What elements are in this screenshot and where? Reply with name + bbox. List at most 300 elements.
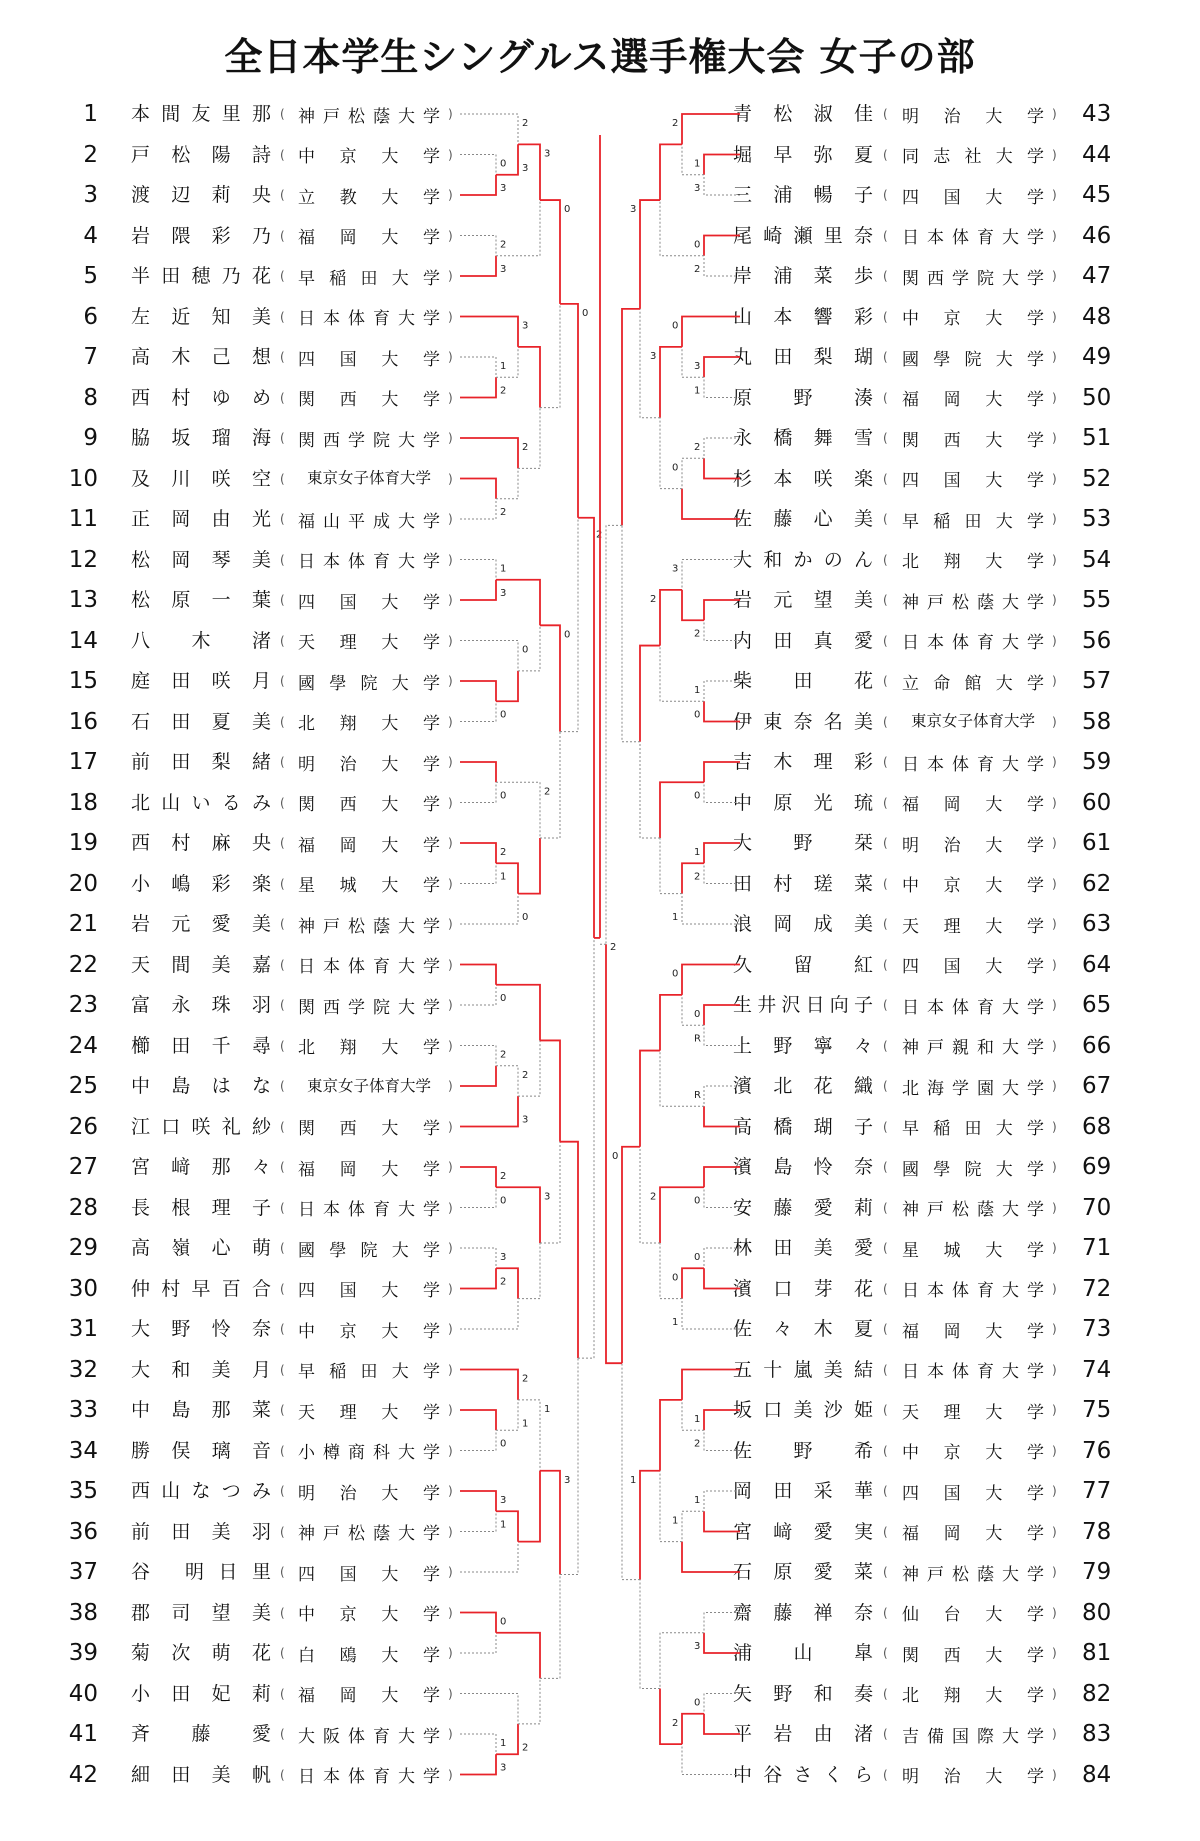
player-name: 小田妃莉 <box>131 1682 271 1705</box>
match-score: 0 <box>500 993 507 1004</box>
seed-number: 57 <box>1082 668 1112 694</box>
paren-open: ( <box>280 512 285 526</box>
player-name: 杉本咲楽 <box>733 467 873 490</box>
paren-open: ( <box>883 755 888 769</box>
paren-close: ) <box>448 431 453 445</box>
seed-number: 34 <box>68 1437 98 1464</box>
match-score: 3 <box>544 148 551 160</box>
paren-close: ) <box>1052 1524 1057 1539</box>
seed-number: 77 <box>1082 1478 1112 1504</box>
school-text: 神戸親和大学 <box>902 1038 1044 1058</box>
match-score: 3 <box>694 183 701 194</box>
paren-open: ( <box>883 1119 888 1134</box>
paren-close: ) <box>1052 1686 1057 1701</box>
seed-number: 72 <box>1082 1275 1112 1302</box>
paren-open: ( <box>883 674 888 688</box>
paren-close: ) <box>1052 1362 1057 1377</box>
match-score: 2 <box>694 628 701 640</box>
paren-open: ( <box>280 1605 285 1620</box>
paren-open: ( <box>280 633 285 648</box>
player-name: 生井沢日向子 <box>733 994 873 1016</box>
seed-number: 3 <box>83 182 98 208</box>
bracket-line <box>640 1471 660 1580</box>
seed-number: 63 <box>1082 911 1112 937</box>
player-name: 中島那菜 <box>131 1399 271 1421</box>
player-name: 斉 藤 愛 <box>131 1723 271 1745</box>
paren-open: ( <box>883 1565 888 1579</box>
match-score: 2 <box>694 442 701 453</box>
seed-number: 4 <box>83 222 98 249</box>
seed-number: 33 <box>68 1397 98 1423</box>
seed-number: 26 <box>68 1113 98 1140</box>
match-score: 2 <box>522 118 529 129</box>
bracket-line <box>704 762 740 782</box>
bracket-line <box>622 1363 640 1579</box>
match-score: 2 <box>522 1069 529 1081</box>
bracket-line <box>704 1633 740 1653</box>
match-score: 1 <box>544 1403 551 1415</box>
paren-close: ) <box>448 512 453 526</box>
player-name: 上野寧々 <box>733 1034 873 1057</box>
seed-number: 65 <box>1082 992 1112 1018</box>
bracket-line <box>496 1633 540 1679</box>
seed-number: 74 <box>1082 1356 1112 1383</box>
match-score: 3 <box>694 1641 701 1652</box>
school-text: 日本体育大学 <box>298 1767 440 1787</box>
school-text: 國學院大学 <box>298 673 440 694</box>
seed-number: 9 <box>83 425 98 451</box>
seed-number: 37 <box>68 1559 98 1585</box>
paren-open: ( <box>280 1038 285 1053</box>
paren-open: ( <box>280 147 285 162</box>
player-name: 左近知美 <box>131 305 271 328</box>
bracket-line <box>704 458 740 478</box>
match-score: 2 <box>500 1171 507 1182</box>
paren-open: ( <box>883 350 888 364</box>
bracket-line <box>560 518 578 732</box>
bracket-line <box>518 1400 540 1471</box>
player-name: 山本響彩 <box>733 305 873 328</box>
seed-number: 60 <box>1082 789 1112 816</box>
match-score: 0 <box>672 320 679 332</box>
paren-close: ) <box>448 957 453 972</box>
paren-open: ( <box>280 1686 285 1701</box>
seed-number: 70 <box>1082 1194 1112 1221</box>
seed-number: 59 <box>1082 749 1112 775</box>
seed-number: 47 <box>1082 263 1112 289</box>
bracket-line <box>460 1633 496 1653</box>
player-name: 高嶺心萌 <box>131 1237 271 1259</box>
school-text: 四国大学 <box>298 1281 440 1301</box>
match-score: 2 <box>500 1276 507 1288</box>
school-text: 明治大学 <box>902 1767 1044 1787</box>
paren-close: ) <box>448 674 453 688</box>
seed-number: 11 <box>68 506 98 532</box>
bracket-line <box>460 175 496 195</box>
seed-number: 62 <box>1082 870 1112 897</box>
paren-close: ) <box>1052 674 1057 688</box>
school-text: 四国大学 <box>298 592 440 613</box>
school-text: 中京大学 <box>902 1443 1044 1463</box>
paren-close: ) <box>1052 1281 1057 1296</box>
seed-number: 40 <box>68 1680 98 1707</box>
paren-open: ( <box>280 1565 285 1579</box>
match-score: R <box>694 1090 701 1101</box>
bracket-line <box>518 1040 540 1096</box>
paren-open: ( <box>280 269 285 283</box>
bracket-line <box>460 1187 496 1207</box>
player-name: 久 留 紅 <box>733 953 873 976</box>
seed-number: 67 <box>1082 1073 1112 1099</box>
player-name: 岩隈彩乃 <box>131 224 271 247</box>
paren-close: ) <box>1052 431 1057 445</box>
player-name: 櫛田千尋 <box>131 1034 271 1057</box>
school-text: 日本体育大学 <box>298 957 440 977</box>
player-name: 尾崎瀬里奈 <box>733 224 873 247</box>
school-text: 明治大学 <box>902 835 1044 856</box>
bracket-line <box>540 1040 560 1141</box>
match-score: 1 <box>694 685 701 696</box>
paren-close: ) <box>448 795 453 810</box>
paren-close: ) <box>1052 1119 1057 1134</box>
seed-number: 45 <box>1082 182 1112 208</box>
match-score: 0 <box>500 709 507 721</box>
paren-open: ( <box>280 431 285 445</box>
paren-close: ) <box>1052 1200 1057 1215</box>
match-score: 0 <box>500 1195 507 1207</box>
paren-open: ( <box>883 1646 888 1660</box>
paren-open: ( <box>280 1362 285 1377</box>
match-score: 1 <box>694 1495 701 1506</box>
school-text: 四国大学 <box>902 957 1044 977</box>
school-text: 中京大学 <box>902 309 1044 329</box>
bracket-line <box>640 200 660 309</box>
match-score: 3 <box>500 1762 507 1774</box>
match-score: 1 <box>672 1515 679 1527</box>
seed-number: 79 <box>1082 1559 1112 1585</box>
school-text: 天理大学 <box>902 1402 1044 1423</box>
match-score: 0 <box>694 790 701 802</box>
bracket-line <box>660 1400 682 1471</box>
bracket-line <box>682 965 740 995</box>
player-name: 吉木理彩 <box>733 751 873 773</box>
paren-close: ) <box>1052 1038 1057 1053</box>
school-text: 福岡大学 <box>298 1686 440 1706</box>
paren-close: ) <box>1052 350 1057 364</box>
player-name: 濱口芽花 <box>733 1277 873 1300</box>
paren-close: ) <box>448 1403 453 1417</box>
player-name: 齋藤禅奈 <box>733 1601 873 1624</box>
school-text: 福山平成大学 <box>298 511 440 532</box>
paren-open: ( <box>280 1727 285 1741</box>
seed-number: 42 <box>68 1761 98 1788</box>
bracket-line <box>704 256 740 276</box>
player-name: 石田夏美 <box>131 710 271 733</box>
paren-close: ) <box>448 1079 453 1093</box>
match-score: 0 <box>672 968 679 980</box>
paren-close: ) <box>1052 1322 1057 1336</box>
seed-number: 58 <box>1082 708 1112 735</box>
paren-close: ) <box>448 390 453 405</box>
bracket-line <box>460 1613 496 1633</box>
player-name: 大和美月 <box>131 1358 271 1381</box>
paren-open: ( <box>280 1322 285 1336</box>
paren-close: ) <box>1052 1565 1057 1579</box>
school-text: 関西大学 <box>298 795 440 815</box>
school-text: 北翔大学 <box>298 714 440 734</box>
school-text: 関西大学 <box>902 1645 1044 1666</box>
player-name: 松原一葉 <box>131 589 271 611</box>
paren-close: ) <box>448 1646 453 1660</box>
bracket-line <box>704 1613 740 1633</box>
paren-close: ) <box>448 755 453 769</box>
bracket-line <box>518 1678 540 1724</box>
school-text: 明治大学 <box>902 106 1044 127</box>
player-name: 戸松陽詩 <box>131 143 271 166</box>
school-text: 國學院大学 <box>902 1159 1044 1180</box>
match-score: 2 <box>500 847 507 858</box>
paren-close: ) <box>448 1484 453 1498</box>
match-score: R <box>694 1033 701 1045</box>
player-name: 平岩由渚 <box>733 1723 873 1745</box>
bracket-line <box>660 347 682 418</box>
paren-close: ) <box>448 998 453 1012</box>
seed-number: 50 <box>1082 384 1112 411</box>
paren-open: ( <box>280 1200 285 1215</box>
bracket-line <box>460 1268 496 1288</box>
match-score: 2 <box>500 385 507 397</box>
seed-number: 82 <box>1082 1680 1112 1707</box>
seed-number: 6 <box>83 303 98 330</box>
paren-open: ( <box>883 1686 888 1701</box>
bracket-line <box>460 843 496 863</box>
paren-open: ( <box>280 350 285 364</box>
seed-number: 69 <box>1082 1154 1112 1180</box>
page-title: 全日本学生シングルス選手権大会 女子の部 <box>224 35 976 79</box>
bracket-line <box>460 479 496 499</box>
player-name: 丸田梨瑚 <box>733 346 873 368</box>
player-name: 菊次萌花 <box>131 1642 271 1664</box>
player-name: 佐藤心美 <box>733 508 873 530</box>
bracket-line <box>704 1167 740 1187</box>
paren-close: ) <box>448 552 453 567</box>
match-score: 0 <box>612 1150 619 1162</box>
paren-open: ( <box>883 512 888 526</box>
bracket-line <box>460 580 496 600</box>
match-score: 2 <box>650 593 657 605</box>
bracket-line <box>704 600 740 620</box>
paren-close: ) <box>1052 1160 1057 1174</box>
bracket-line <box>460 1734 496 1754</box>
paren-close: ) <box>1052 471 1057 486</box>
bracket-line <box>460 1299 518 1329</box>
bracket-line <box>704 1268 740 1288</box>
match-score: 2 <box>544 786 551 798</box>
paren-close: ) <box>1052 755 1057 769</box>
match-score: 3 <box>564 1474 571 1486</box>
paren-open: ( <box>883 1281 888 1296</box>
paren-close: ) <box>448 1038 453 1053</box>
paren-close: ) <box>1052 228 1057 243</box>
school-text: 北翔大学 <box>902 552 1044 572</box>
match-score: 0 <box>694 239 701 251</box>
player-name: 八 木 渚 <box>131 629 271 652</box>
bracket-line <box>460 1694 518 1724</box>
bracket-line <box>682 1714 704 1744</box>
seed-number: 76 <box>1082 1437 1112 1464</box>
school-text: 天理大学 <box>298 1402 440 1423</box>
paren-close: ) <box>1052 795 1057 810</box>
player-name: 江口咲礼紗 <box>131 1115 271 1138</box>
player-name: 高橋瑚子 <box>733 1115 873 1138</box>
player-name: 天間美嘉 <box>131 953 271 976</box>
school-text: 北翔大学 <box>298 1038 440 1058</box>
bracket-line <box>460 762 496 782</box>
player-name: 大 野 栞 <box>733 832 873 854</box>
paren-close: ) <box>1052 593 1057 607</box>
player-name: 田村瑳菜 <box>733 872 873 895</box>
seed-number: 75 <box>1082 1397 1112 1423</box>
school-text: 東京女子体育大学 <box>910 712 1035 730</box>
match-score: 1 <box>694 1414 701 1425</box>
bracket-line <box>460 1046 496 1066</box>
bracket-line <box>704 1106 740 1126</box>
match-score: 2 <box>694 1438 701 1450</box>
school-text: 早稲田大学 <box>902 511 1044 532</box>
school-text: 東京女子体育大学 <box>306 469 431 487</box>
player-name: 矢野和奏 <box>733 1682 873 1705</box>
bracket-line <box>460 894 518 924</box>
paren-open: ( <box>280 1241 285 1255</box>
bracket-line <box>704 1086 740 1106</box>
match-score: 2 <box>500 239 507 251</box>
bracket-line <box>640 309 660 418</box>
bracket-line <box>518 1471 540 1542</box>
paren-open: ( <box>883 390 888 405</box>
school-text: 神戸松蔭大学 <box>298 1524 440 1544</box>
seed-number: 31 <box>68 1316 98 1342</box>
player-name: 西山なつみ <box>131 1480 271 1502</box>
paren-close: ) <box>448 1160 453 1174</box>
player-name: 岩元愛美 <box>131 913 271 935</box>
bracket-line <box>460 377 496 397</box>
player-name: 仲村早百合 <box>131 1277 271 1300</box>
bracket-line <box>682 863 704 893</box>
match-score: 0 <box>672 462 679 474</box>
paren-open: ( <box>883 107 888 121</box>
bracket-line <box>682 317 740 347</box>
seed-number: 68 <box>1082 1113 1112 1140</box>
seed-number: 73 <box>1082 1316 1112 1342</box>
match-score: 3 <box>522 162 529 174</box>
school-text: 関西学院大学 <box>902 268 1044 289</box>
seed-number: 43 <box>1082 101 1112 127</box>
paren-open: ( <box>280 309 285 324</box>
player-name: 佐 野 希 <box>733 1439 873 1462</box>
match-score: 2 <box>522 1742 529 1754</box>
seed-number: 29 <box>68 1235 98 1261</box>
bracket-line <box>560 304 578 518</box>
bracket-line <box>460 1542 518 1572</box>
bracket-line <box>682 458 704 488</box>
school-text: 福岡大学 <box>902 1321 1044 1342</box>
bracket-line <box>496 1066 518 1096</box>
player-name: 及川咲空 <box>131 467 271 490</box>
paren-close: ) <box>1052 714 1057 729</box>
player-name: 五十嵐美結 <box>733 1358 873 1381</box>
bracket-line <box>682 1299 740 1329</box>
paren-open: ( <box>280 1079 285 1093</box>
paren-open: ( <box>883 1443 888 1458</box>
paren-open: ( <box>883 228 888 243</box>
paren-open: ( <box>883 1484 888 1498</box>
bracket-line <box>540 200 560 304</box>
seed-number: 41 <box>68 1721 98 1747</box>
paren-open: ( <box>883 1403 888 1417</box>
bracket-line <box>660 590 682 646</box>
bracket-line <box>540 732 560 838</box>
match-score: 2 <box>500 507 507 518</box>
player-name: 細田美帆 <box>131 1763 271 1786</box>
bracket-line <box>704 175 740 195</box>
player-name: 浪岡成美 <box>733 913 873 935</box>
paren-close: ) <box>1052 633 1057 648</box>
bracket-line <box>704 681 740 701</box>
seed-number: 19 <box>68 830 98 856</box>
match-score: 1 <box>500 563 507 575</box>
bracket-line <box>660 995 682 1051</box>
bracket-line <box>460 1430 496 1450</box>
bracket-line <box>704 1005 740 1025</box>
paren-open: ( <box>280 1646 285 1660</box>
seed-number: 2 <box>83 141 98 168</box>
school-text: 神戸松蔭大学 <box>298 106 440 127</box>
match-score: 1 <box>694 847 701 858</box>
school-text: 四国大学 <box>298 349 440 370</box>
school-text: 日本体育大学 <box>902 1281 1044 1301</box>
seed-number: 18 <box>68 789 98 816</box>
paren-close: ) <box>448 1767 453 1782</box>
school-text: 四国大学 <box>902 187 1044 208</box>
paren-open: ( <box>883 188 888 202</box>
paren-open: ( <box>280 228 285 243</box>
player-name: 柴 田 花 <box>733 670 873 692</box>
bracket-line <box>578 518 594 938</box>
school-text: 福岡大学 <box>298 1159 440 1180</box>
match-score: 3 <box>650 350 657 362</box>
school-text: 日本体育大学 <box>298 552 440 572</box>
paren-close: ) <box>1052 1727 1057 1741</box>
seed-number: 1 <box>83 101 98 127</box>
match-score: 1 <box>630 1474 637 1486</box>
seed-number: 21 <box>68 911 98 937</box>
paren-open: ( <box>280 1524 285 1539</box>
bracket-line <box>704 620 740 640</box>
seed-number: 44 <box>1082 141 1112 168</box>
player-name: 中谷さくら <box>733 1763 873 1786</box>
match-score: 0 <box>522 912 529 923</box>
match-score: 3 <box>694 361 701 372</box>
player-name: 前田美羽 <box>131 1520 271 1543</box>
bracket-line <box>704 1025 740 1045</box>
bracket-line <box>660 418 682 489</box>
match-score: 3 <box>672 563 679 575</box>
paren-open: ( <box>883 714 888 729</box>
paren-close: ) <box>448 1200 453 1215</box>
player-name: 岩元望美 <box>733 589 873 611</box>
bracket-line <box>704 701 740 721</box>
paren-close: ) <box>448 593 453 607</box>
